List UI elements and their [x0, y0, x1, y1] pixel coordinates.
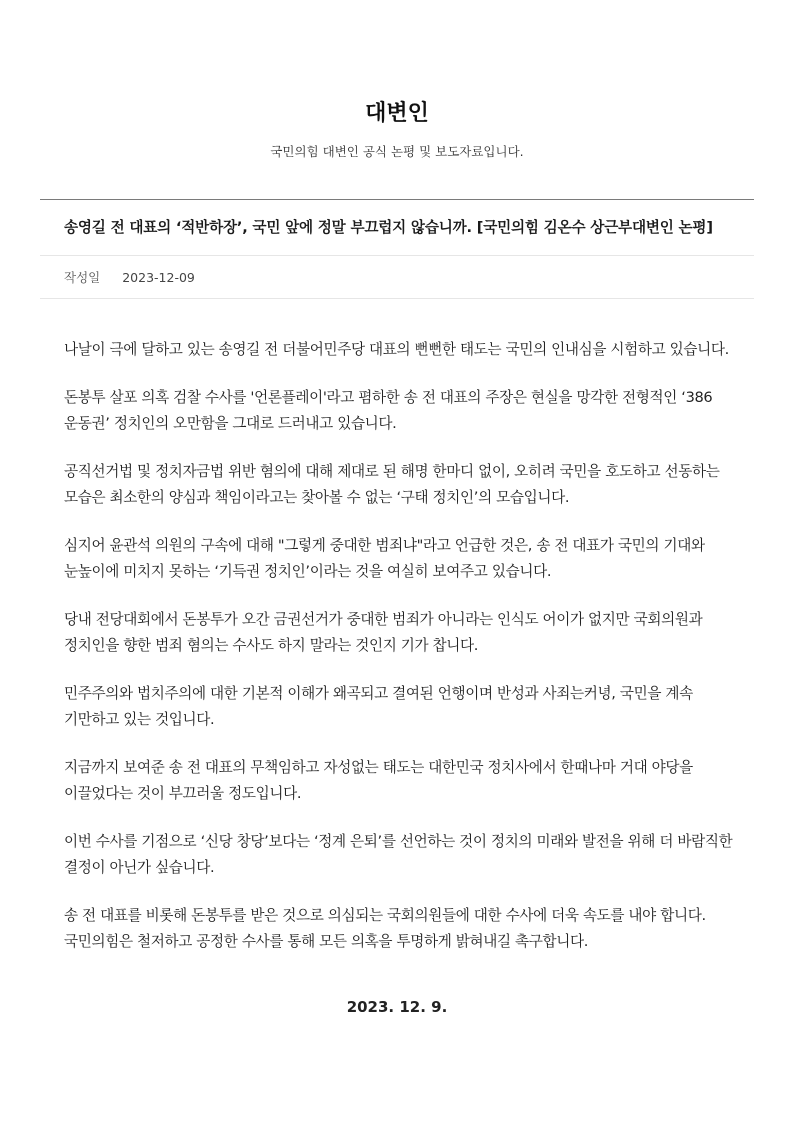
meta-divider [40, 298, 754, 299]
page-subtitle: 국민의힘 대변인 공식 논평 및 보도자료입니다. [270, 144, 524, 159]
title-divider [40, 255, 754, 256]
article-paragraph: 나날이 극에 달하고 있는 송영길 전 더불어민주당 대표의 뻔뻔한 태도는 국민의 인내심을 시험하고 있습니다. [64, 341, 729, 358]
date-label: 작성일 [64, 270, 101, 285]
article-body [64, 337, 734, 977]
article-paragraph: 송 전 대표를 비롯해 돈봉투를 받은 것으로 의심되는 국회의원들에 대한 수사에 더욱 속도를 내야 합니다. 국민의힘은 철저하고 공정한 수사를 통해 모든 의혹을 투명하게 밝혀내길 촉구합니다. [64, 907, 706, 950]
article-paragraph: 심지어 윤관석 의원의 구속에 대해 "그렇게 중대한 범죄냐"라고 언급한 것은, 송 전 대표가 국민의 기대와 눈높이에 미치지 못하는 ‘기득권 정치인’이라는 것을 여실히 보여주고 있습니다. [64, 537, 705, 580]
article-sign-date: 2023. 12. 9. [346, 998, 448, 1016]
article-meta [64, 268, 195, 286]
article-paragraph: 지금까지 보여준 송 전 대표의 무책임하고 자성없는 태도는 대한민국 정치사에서 한때나마 거대 야당을 이끌었다는 것이 부끄러울 정도입니다. [64, 759, 693, 802]
date-value: 2023-12-09 [122, 270, 195, 285]
article-paragraph: 민주주의와 법치주의에 대한 기본적 이해가 왜곡되고 결여된 언행이며 반성과 사죄는커녕, 국민을 계속 기만하고 있는 것입니다. [64, 685, 693, 728]
page-title: 대변인 [365, 101, 429, 126]
header-divider [40, 199, 754, 200]
article-paragraph: 이번 수사를 기점으로 ‘신당 창당’보다는 ‘정계 은퇴’를 선언하는 것이 정치의 미래와 발전을 위해 더 바람직한 결정이 아닌가 싶습니다. [64, 833, 733, 876]
article-paragraph: 공직선거법 및 정치자금법 위반 혐의에 대해 제대로 된 해명 한마디 없이, 오히려 국민을 호도하고 선동하는 모습은 최소한의 양심과 책임이라고는 찾아볼 수 없는 ‘구태 정치인’의 모습입니다. [64, 463, 720, 506]
article-title: 송영길 전 대표의 ‘적반하장’, 국민 앞에 정말 부끄럽지 않습니까. [국민의힘 김온수 상근부대변인 논평] [64, 219, 713, 236]
article-paragraph: 당내 전당대회에서 돈봉투가 오간 금권선거가 중대한 범죄가 아니라는 인식도 어이가 없지만 국회의원과 정치인을 향한 범죄 혐의는 수사도 하지 말라는 것인지 기가 찹니다. [64, 611, 703, 654]
article-paragraph: 돈봉투 살포 의혹 검찰 수사를 '언론플레이'라고 폄하한 송 전 대표의 주장은 현실을 망각한 전형적인 ‘386 운동권’ 정치인의 오만함을 그대로 드러내고 있습니다. [64, 389, 713, 432]
